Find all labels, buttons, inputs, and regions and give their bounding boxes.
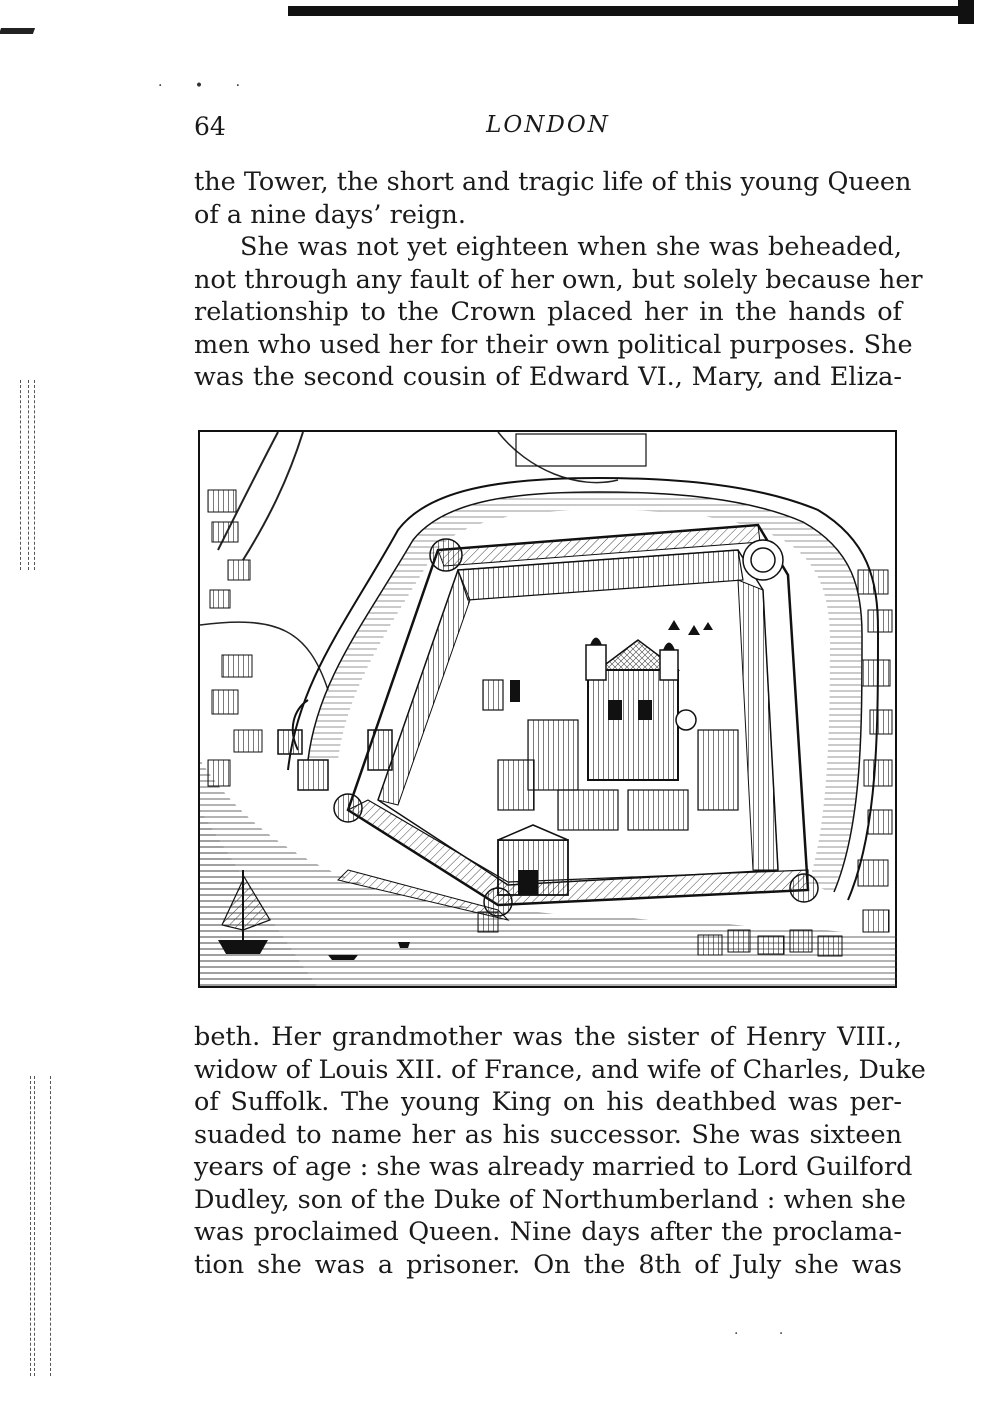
engraving-illustration	[198, 430, 897, 990]
page-number: 64	[194, 112, 226, 141]
text-line: of a nine days’ reign.	[194, 199, 466, 230]
gatehouse	[498, 825, 568, 895]
text-line: She was not yet eighteen when she was beheaded,	[240, 232, 902, 262]
running-title: LONDON	[486, 112, 610, 138]
text-line: was proclaimed Queen. Nine days after the proclama-	[194, 1217, 902, 1247]
middle-tower	[298, 760, 328, 790]
lion-tower	[278, 730, 302, 754]
text-line: beth. Her grandmother was the sister of Henry VIII.,	[194, 1022, 902, 1052]
body-text-bottom	[194, 1021, 926, 1281]
text-line: of Suffolk. The young King on his deathbed was per-	[194, 1087, 902, 1117]
river-stairs	[478, 912, 498, 932]
top-rule	[288, 6, 960, 16]
top-rule-end	[958, 0, 974, 24]
tower-of-london-engraving	[198, 430, 897, 990]
text-line: widow of Louis XII. of France, and wife of Charles, Duke	[194, 1054, 926, 1085]
text-line: men who used her for their own political purposes. She	[194, 329, 913, 360]
text-line: relationship to the Crown placed her in the hands of	[194, 297, 902, 327]
body-text-top	[194, 166, 923, 394]
text-line: the Tower, the short and tragic life of this young Queen	[194, 167, 912, 197]
text-line: not through any fault of her own, but solely because her	[194, 264, 923, 295]
scan-specks-bottom: · ·	[734, 1326, 802, 1342]
scan-edge-marks	[20, 1076, 36, 1376]
text-line: years of age : she was already married to Lord Guilford	[194, 1152, 913, 1182]
text-line: tion she was a prisoner. On the 8th of July she was	[194, 1249, 902, 1280]
text-line: suaded to name her as his successor. She was sixteen	[194, 1119, 902, 1150]
text-line: was the second cousin of Edward VI., Mary, and Eliza-	[194, 362, 902, 392]
running-head	[194, 112, 902, 152]
scan-specks: · • ·	[158, 78, 255, 94]
text-line: Dudley, son of the Duke of Northumberland : when she	[194, 1184, 906, 1215]
scan-mark	[0, 28, 35, 34]
scan-edge-marks	[20, 380, 36, 570]
